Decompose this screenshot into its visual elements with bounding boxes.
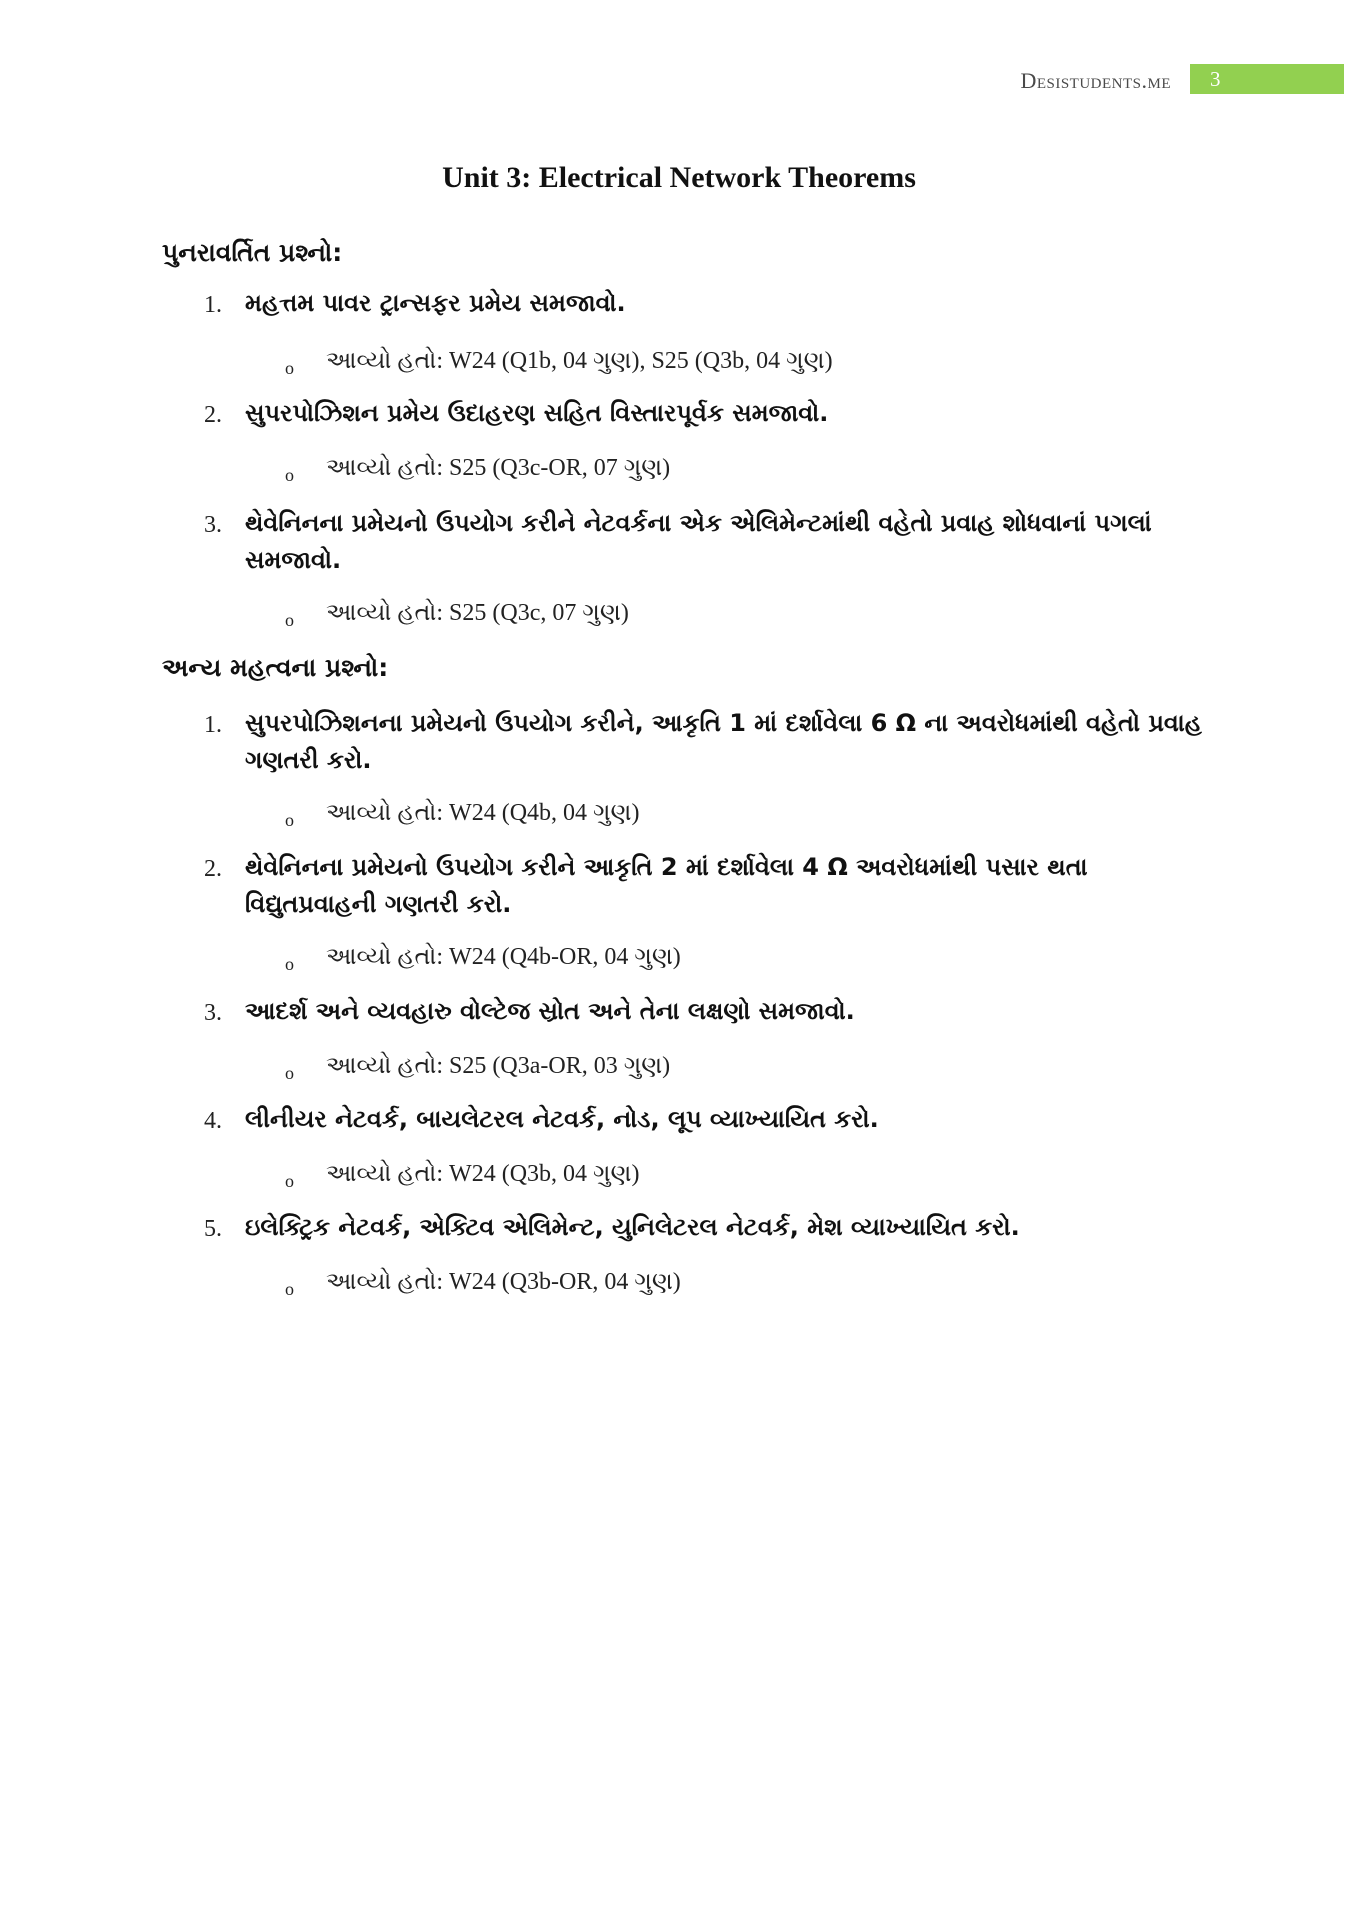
section-heading-important: અન્ય મહત્વના પ્રશ્નો: [162, 653, 389, 682]
asked-info: આવ્યો હતો: W24 (Q3b-OR, 04 ગુણ) [326, 1269, 681, 1295]
question-number: 1. [204, 292, 222, 318]
site-name: Desistudents.me [1020, 68, 1171, 93]
question-text: સુપરપોઝિશન પ્રમેય ઉદાહરણ સહિત વિસ્તારપૂર્વક સમજાવો. [245, 399, 829, 427]
question-number: 2. [204, 402, 222, 428]
question-number: 4. [204, 1108, 222, 1134]
asked-info: આવ્યો હતો: W24 (Q4b-OR, 04 ગુણ) [326, 944, 681, 970]
bullet-icon: o [285, 954, 294, 974]
page-title: Unit 3: Electrical Network Theorems [442, 161, 916, 194]
question-number: 3. [204, 512, 222, 538]
asked-info: આવ્યો હતો: W24 (Q4b, 04 ગુણ) [326, 800, 640, 826]
question-text: થેવેનિનના પ્રમેયનો ઉપયોગ કરીને નેટવર્કના એક એલિમેન્ટમાંથી વહેતો પ્રવાહ શોધવાનાં પગલાં સમજાવો. [245, 509, 1152, 574]
question-text: થેવેનિનના પ્રમેયનો ઉપયોગ કરીને આકૃતિ 2 માં દર્શાવેલા 4 Ω અવરોધમાંથી પસાર થતા વિદ્યુતપ્રવાહની ગણતરી કરો. [245, 853, 1088, 918]
question-text: આદર્શ અને વ્યવહારુ વોલ્ટેજ સ્રોત અને તેના લક્ષણો સમજાવો. [245, 997, 855, 1025]
question-text: સુપરપોઝિશનના પ્રમેયનો ઉપયોગ કરીને, આકૃતિ 1 માં દર્શાવેલા 6 Ω ના અવરોધમાંથી વહેતો પ્રવાહ ગણતરી કરો. [245, 709, 1202, 774]
bullet-icon: o [285, 465, 294, 485]
bullet-icon: o [285, 1279, 294, 1299]
asked-info: આવ્યો હતો: W24 (Q1b, 04 ગુણ), S25 (Q3b, 04 ગુણ) [326, 348, 833, 374]
bullet-icon: o [285, 1171, 294, 1191]
page-number-badge [1190, 64, 1344, 94]
question-number: 5. [204, 1216, 222, 1242]
section-heading-repeated: પુનરાવર્તિત પ્રશ્નો: [162, 238, 343, 267]
bullet-icon: o [285, 610, 294, 630]
bullet-icon: o [285, 358, 294, 378]
asked-info: આવ્યો હતો: S25 (Q3c, 07 ગુણ) [326, 600, 629, 626]
question-number: 1. [204, 712, 222, 738]
page-number: 3 [1210, 67, 1221, 91]
asked-info: આવ્યો હતો: S25 (Q3c-OR, 07 ગુણ) [326, 455, 671, 481]
question-text: લીનીયર નેટવર્ક, બાયલેટરલ નેટવર્ક, નોડ, લૂપ વ્યાખ્યાયિત કરો. [245, 1105, 879, 1133]
asked-info: આવ્યો હતો: W24 (Q3b, 04 ગુણ) [326, 1161, 640, 1187]
page-header [0, 64, 1358, 94]
asked-info: આવ્યો હતો: S25 (Q3a-OR, 03 ગુણ) [326, 1053, 671, 1079]
question-text: મહત્તમ પાવર ટ્રાન્સફર પ્રમેય સમજાવો. [245, 289, 626, 317]
question-number: 2. [204, 856, 222, 882]
bullet-icon: o [285, 810, 294, 830]
question-number: 3. [204, 1000, 222, 1026]
bullet-icon: o [285, 1063, 294, 1083]
question-text: ઇલેક્ટ્રિક નેટવર્ક, એક્ટિવ એલિમેન્ટ, યુનિલેટરલ નેટવર્ક, મેશ વ્યાખ્યાયિત કરો. [245, 1213, 1020, 1241]
